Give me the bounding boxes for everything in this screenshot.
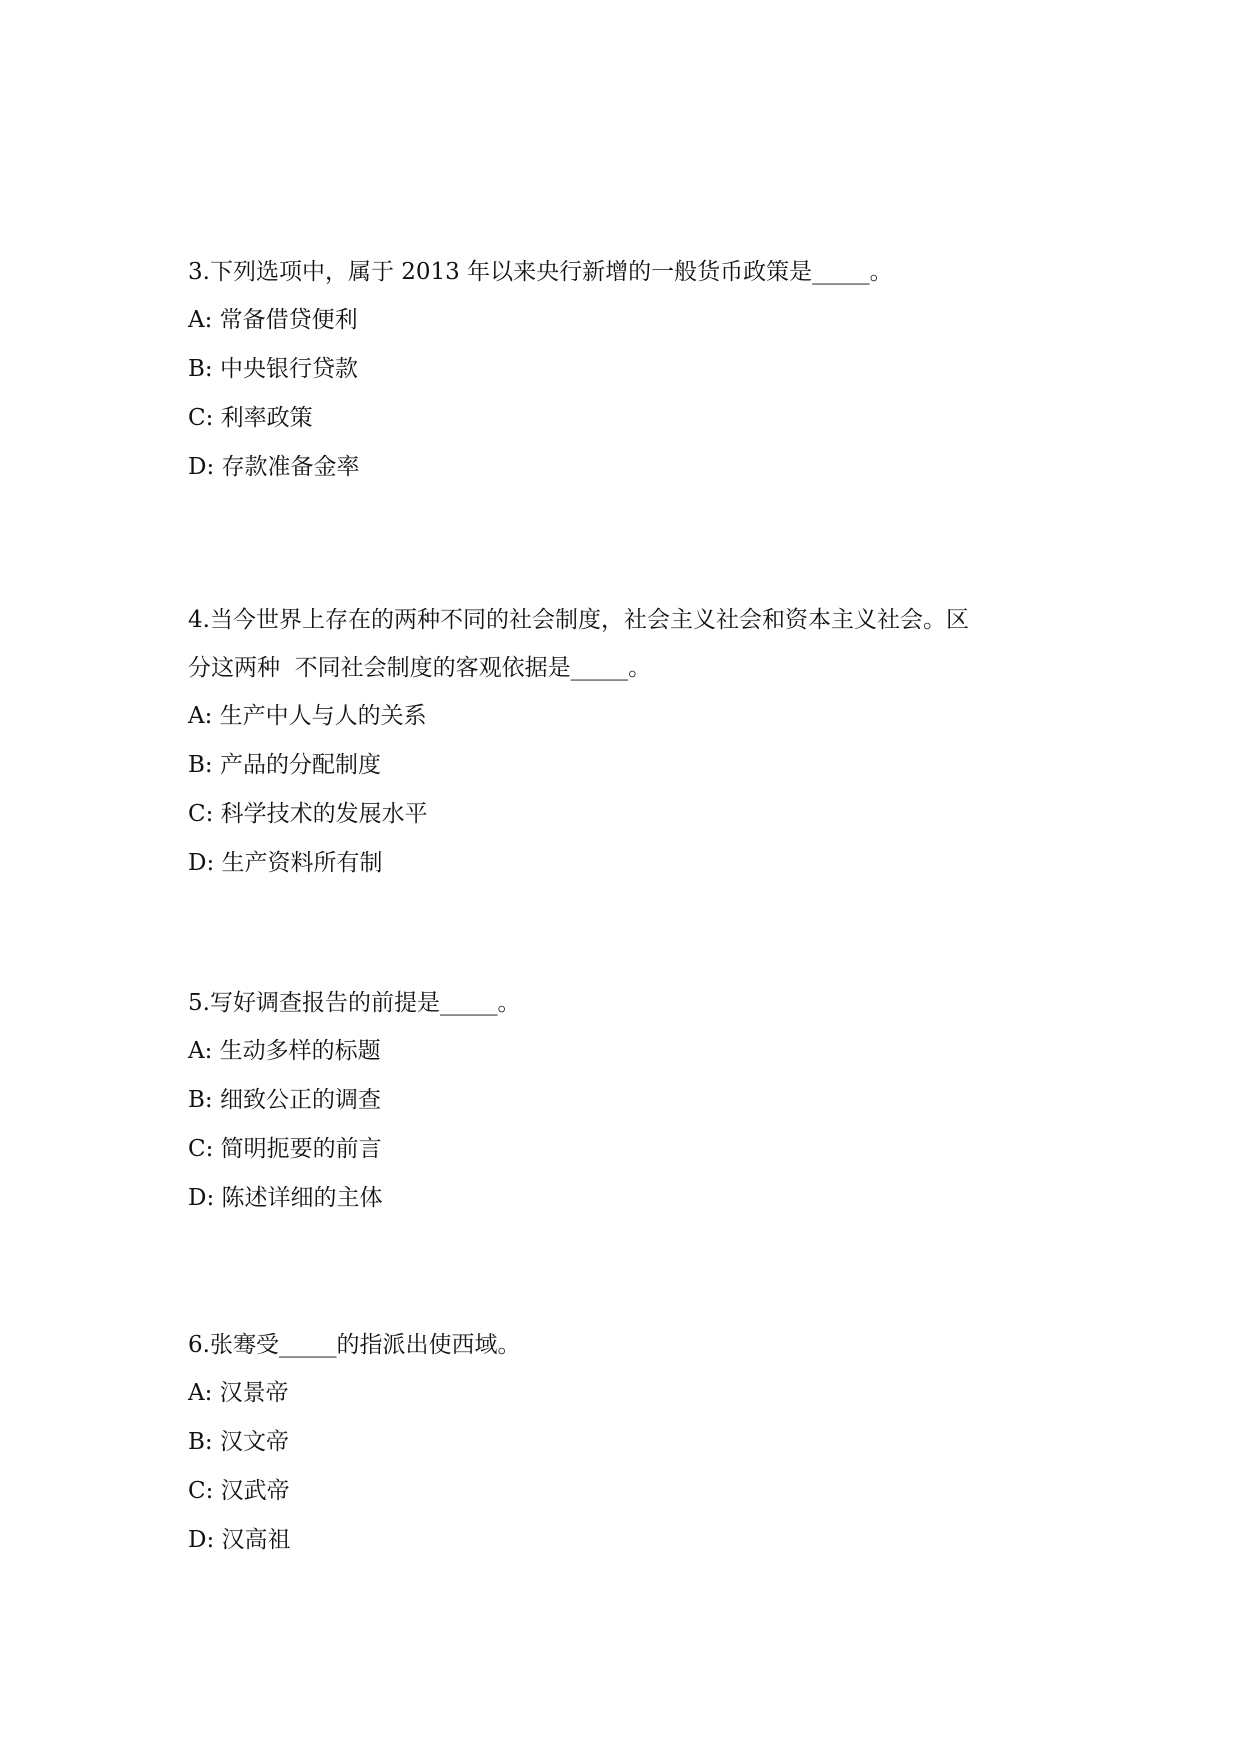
question-stem: 6.张骞受_____的指派出使西域。 <box>188 1332 521 1358</box>
option-c: C: 科学技术的发展水平 <box>188 801 428 827</box>
question-5 <box>188 979 1068 1223</box>
option-d: D: 生产资料所有制 <box>188 850 383 876</box>
question-stem-line-2: 分这两种 不同社会制度的客观依据是_____。 <box>188 655 652 681</box>
option-b: B: 产品的分配制度 <box>188 752 381 778</box>
question-6 <box>188 1321 1068 1565</box>
option-a: A: 汉景帝 <box>188 1380 289 1406</box>
question-4 <box>188 596 1068 888</box>
option-a: A: 生产中人与人的关系 <box>188 703 427 729</box>
option-c: C: 简明扼要的前言 <box>188 1136 382 1162</box>
option-b: B: 汉文帝 <box>188 1429 289 1455</box>
option-a: A: 常备借贷便利 <box>188 307 358 333</box>
question-stem-line-1: 4.当今世界上存在的两种不同的社会制度，社会主义社会和资本主义社会。区 <box>188 607 969 633</box>
question-stem: 5.写好调查报告的前提是_____。 <box>188 990 521 1016</box>
question-3 <box>188 248 1068 492</box>
option-a: A: 生动多样的标题 <box>188 1038 381 1064</box>
option-d: D: 陈述详细的主体 <box>188 1185 383 1211</box>
option-c: C: 利率政策 <box>188 405 313 431</box>
question-stem: 3.下列选项中，属于 2013 年以来央行新增的一般货币政策是_____。 <box>188 259 893 285</box>
option-d: D: 存款准备金率 <box>188 454 360 480</box>
option-c: C: 汉武帝 <box>188 1478 290 1504</box>
question-stem <box>188 596 1068 692</box>
option-d: D: 汉高祖 <box>188 1527 291 1553</box>
option-b: B: 细致公正的调查 <box>188 1087 381 1113</box>
option-b: B: 中央银行贷款 <box>188 356 358 382</box>
